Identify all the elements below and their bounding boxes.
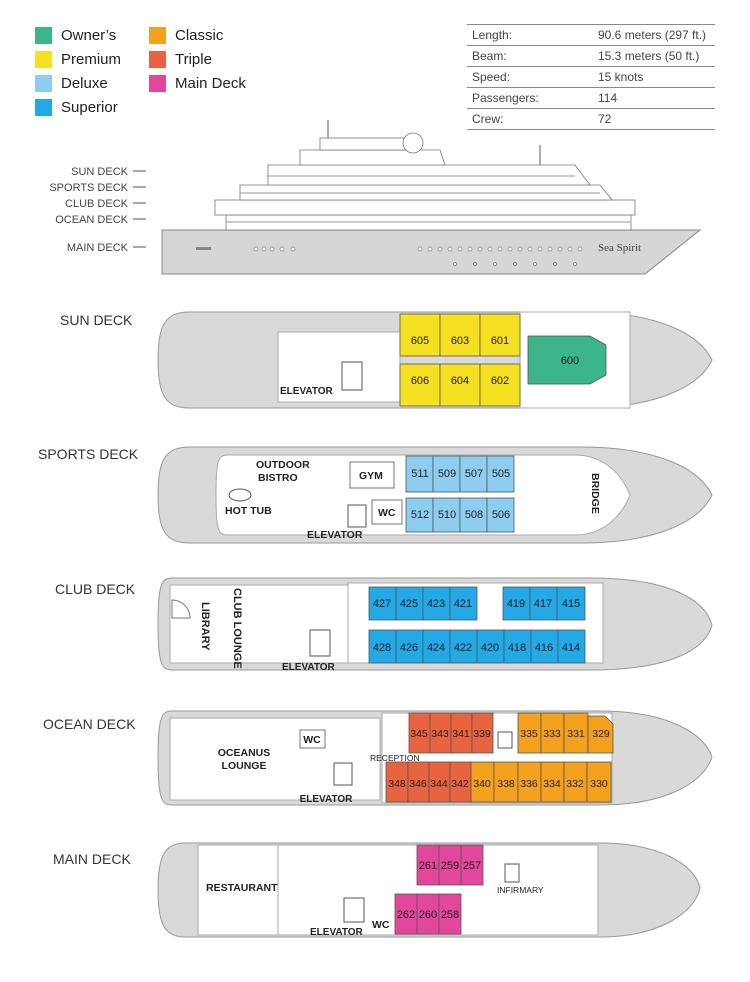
svg-text:330: 330 [590, 778, 608, 790]
svg-text:428: 428 [372, 642, 392, 654]
svg-text:600: 600 [560, 355, 580, 367]
svg-text:336: 336 [520, 778, 538, 790]
legend-label: Classic [175, 26, 224, 44]
elevator-icon [334, 763, 352, 785]
profile-label-ocean-deck: OCEAN DECK [55, 214, 128, 226]
svg-text:348: 348 [388, 778, 406, 790]
svg-text:425: 425 [399, 598, 419, 610]
spec-row-speed: Speed: 15 knots [467, 67, 715, 88]
svg-text:BISTRO: BISTRO [258, 472, 298, 484]
deck-title-ocean: OCEAN DECK [43, 716, 136, 732]
legend-swatch-superior [35, 99, 52, 116]
ship-profile [0, 120, 750, 280]
stairs-icon [505, 864, 519, 882]
svg-text:418: 418 [507, 642, 527, 654]
deck-plan-sports [0, 440, 750, 580]
svg-text:606: 606 [410, 375, 430, 387]
svg-text:339: 339 [473, 728, 491, 740]
deck-title-sports: SPORTS DECK [38, 446, 139, 462]
svg-text:420: 420 [480, 642, 500, 654]
svg-text:507: 507 [464, 468, 484, 480]
elevator-icon [344, 898, 364, 922]
svg-text:332: 332 [566, 778, 584, 790]
svg-text:ELEVATOR: ELEVATOR [307, 529, 363, 541]
spec-row-beam: Beam: 15.3 meters (50 ft.) [467, 46, 715, 67]
svg-text:602: 602 [490, 375, 510, 387]
legend-swatch-premium [35, 51, 52, 68]
svg-text:508: 508 [464, 509, 484, 521]
svg-text:258: 258 [440, 909, 460, 921]
svg-text:426: 426 [399, 642, 419, 654]
legend-item-classic [149, 25, 223, 45]
legend-item-owners [35, 25, 116, 45]
profile-label-sports-deck: SPORTS DECK [49, 182, 128, 194]
svg-text:340: 340 [473, 778, 491, 790]
svg-text:603: 603 [450, 335, 470, 347]
elevator-icon [310, 630, 330, 656]
deck-plan-club [0, 575, 750, 715]
svg-text:259: 259 [440, 860, 460, 872]
svg-text:423: 423 [426, 598, 446, 610]
svg-text:344: 344 [430, 778, 448, 790]
legend-item-premium [35, 49, 121, 69]
svg-text:LOUNGE: LOUNGE [221, 760, 267, 772]
legend-item-deluxe [35, 73, 108, 93]
svg-text:421: 421 [453, 598, 473, 610]
svg-text:BRIDGE: BRIDGE [589, 473, 601, 514]
svg-text:331: 331 [567, 728, 585, 740]
svg-text:WC: WC [303, 734, 321, 746]
deck-plan-main [0, 840, 750, 980]
svg-text:335: 335 [520, 728, 538, 740]
svg-text:509: 509 [437, 468, 457, 480]
legend-item-main-deck [149, 73, 246, 93]
svg-text:427: 427 [372, 598, 392, 610]
svg-text:512: 512 [410, 509, 430, 521]
svg-text:WC: WC [372, 919, 390, 931]
svg-text:LIBRARY: LIBRARY [199, 602, 211, 651]
svg-text:342: 342 [451, 778, 469, 790]
svg-text:414: 414 [561, 642, 581, 654]
svg-text:345: 345 [410, 728, 428, 740]
reception-label: RECEPTION [370, 753, 420, 763]
spec-row-passengers: Passengers: 114 [467, 88, 715, 109]
svg-text:417: 417 [533, 598, 553, 610]
svg-text:261: 261 [418, 860, 438, 872]
cabin-legend [35, 25, 275, 125]
svg-text:416: 416 [534, 642, 554, 654]
svg-text:601: 601 [490, 335, 510, 347]
legend-item-superior [35, 97, 118, 117]
svg-text:HOT TUB: HOT TUB [225, 505, 272, 517]
svg-text:WC: WC [378, 507, 396, 519]
legend-swatch-deluxe [35, 75, 52, 92]
svg-text:OCEANUS: OCEANUS [217, 747, 271, 759]
deck-title-sun: SUN DECK [60, 312, 133, 328]
svg-text:257: 257 [462, 860, 482, 872]
svg-text:ELEVATOR: ELEVATOR [310, 927, 363, 938]
svg-text:GYM: GYM [359, 470, 383, 482]
ship-superstructure [215, 138, 635, 230]
profile-label-main-deck: MAIN DECK [66, 242, 128, 254]
svg-text:262: 262 [396, 909, 416, 921]
svg-text:510: 510 [437, 509, 457, 521]
svg-text:ELEVATOR: ELEVATOR [299, 794, 353, 805]
profile-label-sun-deck: SUN DECK [71, 166, 128, 178]
stairs-icon [498, 732, 512, 748]
svg-text:604: 604 [450, 375, 470, 387]
svg-text:415: 415 [561, 598, 581, 610]
legend-label: Deluxe [61, 74, 108, 92]
elevator-label: ELEVATOR [280, 386, 333, 397]
svg-text:505: 505 [491, 468, 511, 480]
svg-text:419: 419 [506, 598, 526, 610]
svg-text:ELEVATOR: ELEVATOR [282, 662, 335, 673]
hot-tub-icon [229, 489, 251, 501]
deck-plan-ocean [0, 708, 750, 848]
svg-text:511: 511 [411, 468, 429, 480]
spec-row-crew: Crew: 72 [467, 109, 715, 130]
svg-text:334: 334 [543, 778, 561, 790]
radar-dome-icon [403, 133, 423, 153]
ship-name-label: Sea Spirit [598, 242, 642, 254]
svg-text:341: 341 [452, 728, 470, 740]
legend-swatch-triple [149, 51, 166, 68]
elevator-icon [342, 362, 362, 390]
svg-text:605: 605 [410, 335, 430, 347]
ship-specs-table [467, 24, 715, 130]
profile-label-club-deck: CLUB DECK [65, 198, 128, 210]
legend-label: Premium [61, 50, 122, 68]
svg-text:506: 506 [491, 509, 511, 521]
svg-text:329: 329 [592, 728, 610, 740]
legend-label: Triple [175, 50, 212, 68]
elevator-icon [348, 505, 366, 527]
deck-plan-sun [0, 305, 750, 445]
svg-text:343: 343 [431, 728, 449, 740]
legend-label: Owner’s [61, 26, 117, 44]
spec-row-length: Length: 90.6 meters (297 ft.) [467, 25, 715, 46]
svg-text:260: 260 [418, 909, 438, 921]
legend-swatch-classic [149, 27, 166, 44]
svg-text:422: 422 [453, 642, 473, 654]
legend-swatch-owners [35, 27, 52, 44]
svg-text:RESTAURANT: RESTAURANT [206, 882, 278, 894]
svg-text:346: 346 [409, 778, 427, 790]
deck-title-club: CLUB DECK [55, 581, 136, 597]
deck-title-main: MAIN DECK [53, 851, 131, 867]
legend-label: Main Deck [175, 74, 246, 92]
legend-label: Superior [61, 98, 118, 116]
svg-text:OUTDOOR: OUTDOOR [256, 459, 310, 471]
svg-text:424: 424 [426, 642, 446, 654]
svg-text:333: 333 [543, 728, 561, 740]
legend-swatch-main-deck [149, 75, 166, 92]
legend-item-triple [149, 49, 212, 69]
infirmary-label: INFIRMARY [497, 885, 544, 895]
svg-text:CLUB LOUNGE: CLUB LOUNGE [231, 588, 243, 669]
svg-text:338: 338 [497, 778, 515, 790]
